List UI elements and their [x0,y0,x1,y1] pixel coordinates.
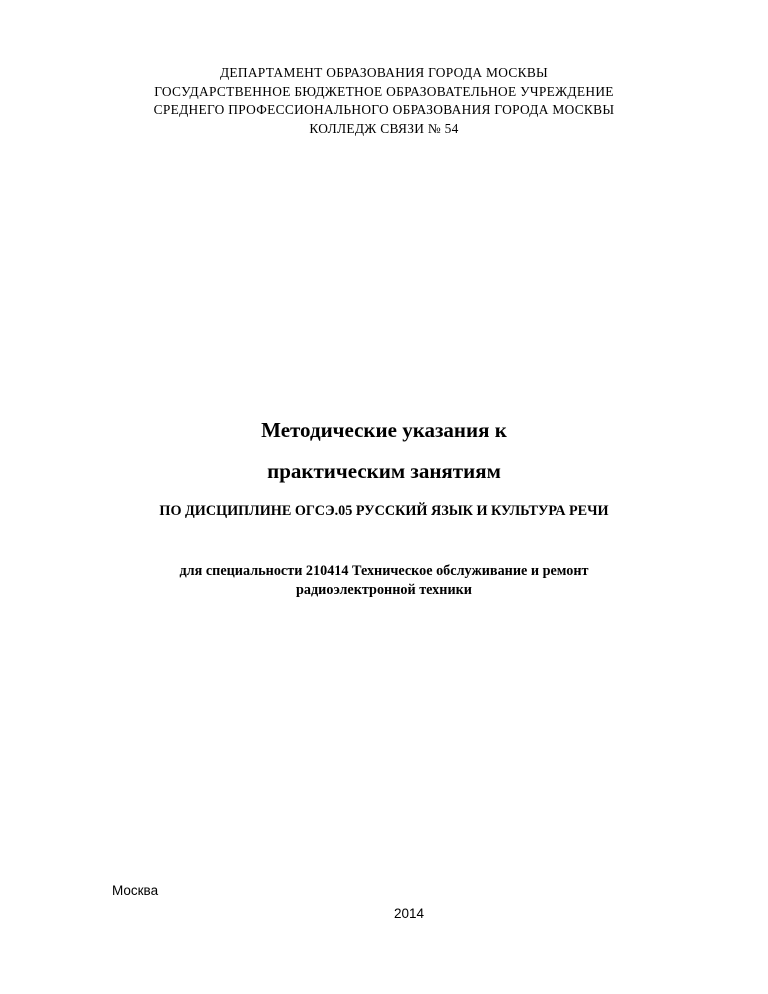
document-title-line-1: Методические указания к [261,418,507,442]
discipline-line: ПО ДИСЦИПЛИНЕ ОГСЭ.05 РУССКИЙ ЯЗЫК И КУЛЬТУРА РЕЧИ [159,503,609,519]
specialty-line-2: радиоэлектронной техники [296,582,472,598]
year-label: 2014 [394,906,425,921]
institution-type-line: ГОСУДАРСТВЕННОЕ БЮДЖЕТНОЕ ОБРАЗОВАТЕЛЬНОЕ УЧРЕЖДЕНИЕ [154,83,614,99]
institution-level-line: СРЕДНЕГО ПРОФЕССИОНАЛЬНОГО ОБРАЗОВАНИЯ ГОРОДА МОСКВЫ [153,102,615,117]
institution-header [0,64,768,138]
department-line: ДЕПАРТАМЕНТ ОБРАЗОВАНИЯ ГОРОДА МОСКВЫ [219,65,549,80]
specialty-line-1: для специальности 210414 Техническое обслуживание и ремонт [179,563,589,579]
college-name-line: КОЛЛЕДЖ СВЯЗИ № 54 [309,120,459,136]
specialty-block [0,562,768,600]
document-title-line-2: практическим занятиям [267,459,501,483]
city-label: Москва [112,883,159,898]
